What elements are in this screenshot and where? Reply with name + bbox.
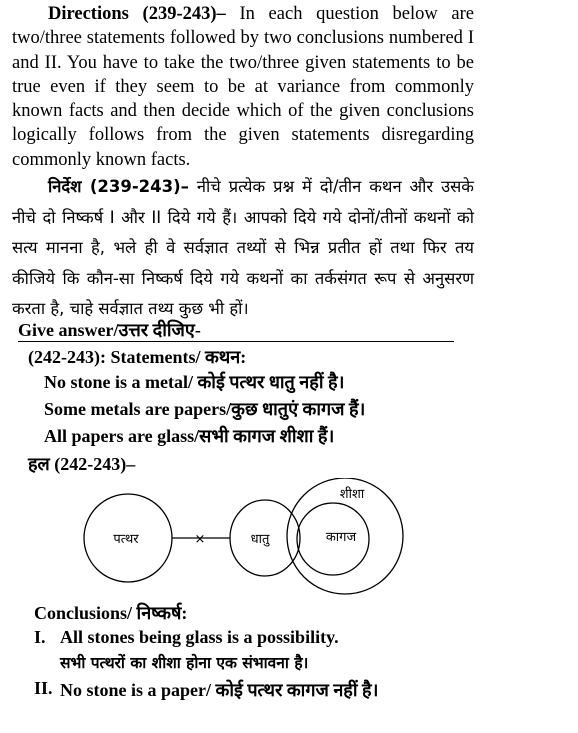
directions-hindi (12, 172, 474, 325)
cross-mark: × (194, 532, 206, 547)
paper-label: कागज (325, 530, 357, 545)
stone-label: पत्थर (113, 532, 139, 547)
statement-2: Some metals are papers/कुछ धातुएं कागज हैं। (44, 399, 366, 419)
conclusions-heading: Conclusions/ निष्कर्ष: (34, 603, 188, 623)
directions-english (12, 2, 474, 172)
conclusion-2-number: II. (34, 678, 53, 698)
directions-label: Directions (239-243)– (48, 4, 226, 24)
statements-heading: (242-243): Statements/ कथन: (28, 347, 247, 367)
solution-heading: हल (242-243)– (28, 454, 136, 474)
divider-line (18, 341, 454, 342)
directions-hindi-text: नीचे प्रत्येक प्रश्न में दो/तीन कथन और उसके नीचे दो निष्कर्ष I और II दिये गये हैं। आपको दिये गये दोनों/तीनों कथनों को सत्य मानना है, भले ही वे सर्वज्ञात तथ्यों से भिन्न प्रतीत हों तथा फिर तय कीजिये कि कौन-सा निष्कर्ष दिये गये कथनों का तर्कसंगत रूप से अनुसरण करता है, चाहे सर्वज्ञात तथ्य कुछ भी हों। (12, 177, 474, 318)
statement-1: No stone is a metal/ कोई पत्थर धातु नहीं है। (44, 372, 345, 392)
conclusion-1-number: I. (34, 627, 46, 647)
statement-3: All papers are glass/सभी कागज शीशा हैं। (44, 426, 335, 446)
conclusion-1-hindi: सभी पत्थरों का शीशा होना एक संभावना है। (60, 654, 309, 672)
venn-diagram (80, 478, 410, 598)
give-answer-heading: Give answer/उत्तर दीजिए- (18, 320, 201, 340)
conclusion-1-english: All stones being glass is a possibility. (60, 627, 339, 647)
metal-label: धातु (250, 532, 270, 547)
directions-text: In each question below are two/three statements followed by two conclusions numbered I and II. You have to take the two/three given statements to be true even if they seem to be at variance from commonly known facts and then decide which of the given conclusions logically follows from the given statements disregarding commonly known facts. (12, 4, 474, 170)
directions-hindi-label: निर्देश (239-243)– (48, 177, 189, 196)
conclusion-2-text: No stone is a paper/ कोई पत्थर कागज नहीं है। (60, 680, 379, 700)
glass-label: शीशा (339, 487, 365, 502)
